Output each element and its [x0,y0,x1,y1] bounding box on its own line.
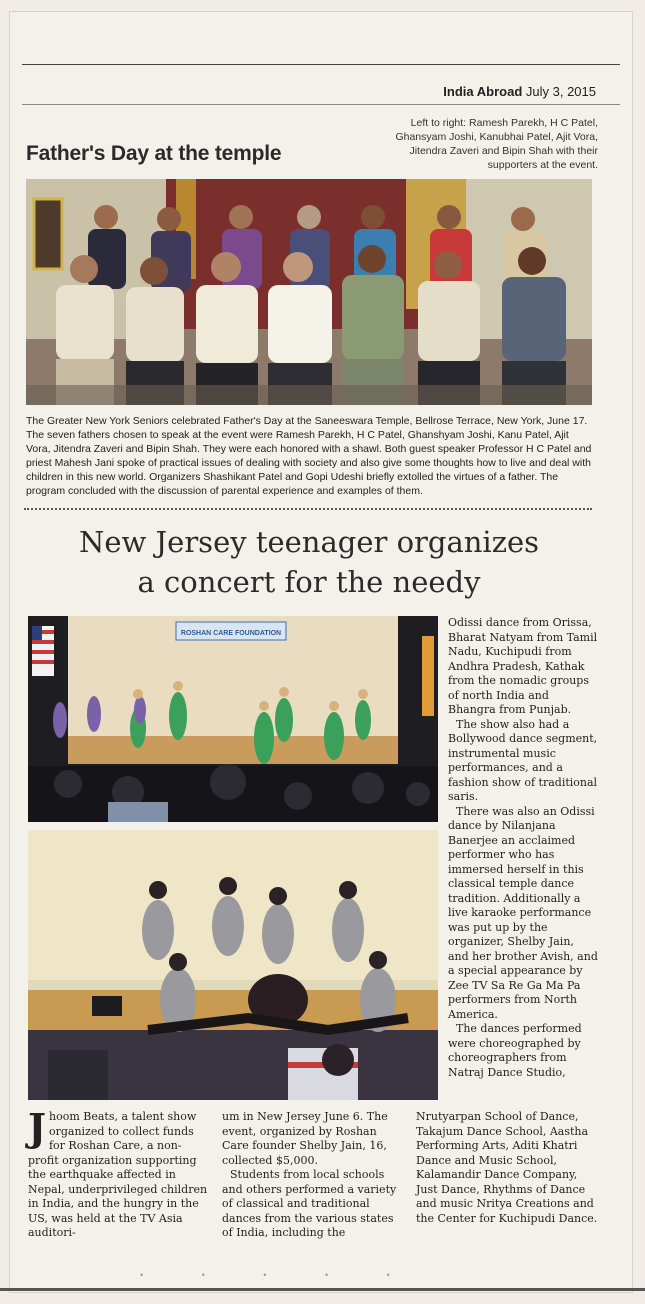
bottom-column-3 [416,1110,598,1241]
paper-name: India Abroad [443,84,523,99]
stage-dancers-photo [28,616,438,822]
masthead-rule [22,104,620,105]
bottom-column-2 [222,1110,404,1241]
newspaper-page [10,12,632,1292]
right-paragraph-2: The show also had a Bollywood dance segment, instrumental music performances, and a fashion show of traditional saris. [448,717,598,803]
right-paragraph-1: Odissi dance from Orissa, Bharat Natyam from Tamil Nadu, Kuchipudi from Andhra Pradesh, Kathak from the nomadic groups of north India and Bhangra from Punjab. [448,616,598,716]
article-divider [24,508,592,510]
fathers-day-group-photo [26,179,592,405]
masthead [443,84,596,99]
headline-line-2: a concert for the needy [137,565,481,599]
bottom-column-2-paragraph-1: um in New Jersey June 6. The event, organized by Roshan Care founder Shelby Jain, 16, collected $5,000. [222,1110,388,1167]
article1-caption: The Greater New York Seniors celebrated Father's Day at the Saneeswara Temple, Bellrose Terrace, New York, June 17. The seven fathers chosen to speak at the event were Ramesh Parekh, H C Patel, Ghanshyam Joshi, Kanu Patel, Ajit Vora, Jitendra Zaveri and Bipin Shah. They were each honored with a shawl. Both guest speaker Professor H C Patel and priest Mahesh Jani spoke of practical issues of dealing with society and also give some thoughts how to live and deal with children in this new world. Organizers Shashikant Patel and Gopi Udeshi briefly extolled the virtues of a father. The program concluded with the discussion of parental experience and examples of them. [26,415,592,497]
article2-headline [26,522,592,602]
issue-date: July 3, 2015 [525,84,596,99]
right-paragraph-4: The dances performed were choreographed by choreographers from Natraj Dance Studio, [448,1022,582,1079]
right-paragraph-3: There was also an Odissi dance by Nilanjana Banerjee an acclaimed performer who has immersed herself in this classical temple dance tradition. Additionally a live karaoke performance was put up by the organizer, Shelby Jain, and her brother Avish, and a special appearance by Zee TV Sa Re Ga Ma Pa performers from North America. [448,804,598,1021]
bottom-column-3-text: Nrutyarpan School of Dance, Takajum Dance School, Aastha Performing Arts, Aditi Khatri Dance and Music School, Kalamandir Dance Company, Just Dance, Rhythms of Dance and music Nritya Creations and the Center for Kuchipudi Dance. [416,1110,598,1225]
headline-line-1: New Jersey teenager organizes [78,525,540,559]
drop-cap: J [28,1105,46,1150]
bottom-column-1-text: hoom Beats, a talent show organized to collect funds for Roshan Care, a non-profit organization supporting the earthquake affected in Nepal, underprivileged children in India, and the hungry in the US, was held at the TV Asia auditori- [28,1110,208,1239]
article2-right-column [448,616,598,1080]
article2-bottom-columns [28,1105,598,1241]
bottom-column-2-paragraph-2: Students from local schools and others performed a variety of classical and traditional dances from the various states of India, including the [222,1168,397,1239]
foundation-banner: ROSHAN CARE FOUNDATION [180,630,282,637]
page-bottom-dots: • • • • • [140,1270,418,1280]
article1-photo-credit-caption: Left to right: Ramesh Parekh, H C Patel, Ghansyam Joshi, Kanubhai Patel, Ajit Vora, Jitendra Zaveri and Bipin Shah with their supporters at the event. [395,117,598,171]
top-rule [22,64,620,65]
silver-costume-dancers-photo [28,830,438,1100]
article1-title: Father's Day at the temple [26,142,282,165]
page-bottom-rule [0,1288,645,1291]
bottom-column-1 [28,1105,210,1241]
